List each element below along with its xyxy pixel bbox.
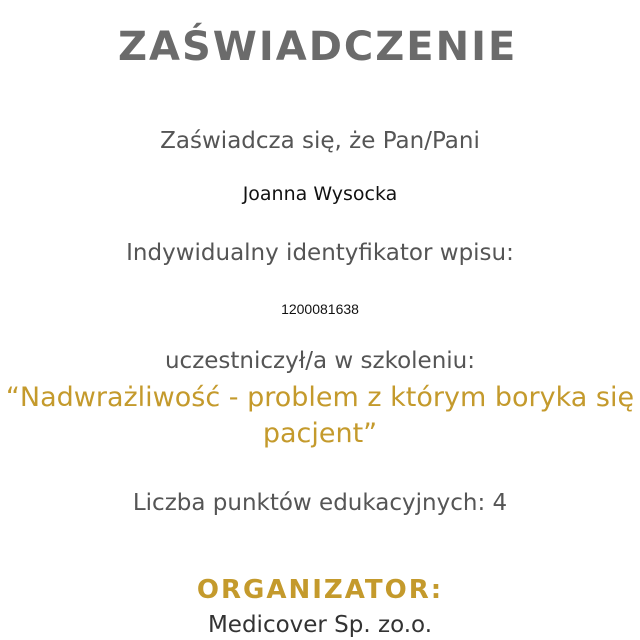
organizer-label: ORGANIZATOR:: [196, 575, 444, 605]
certificate-subtitle: Zaświadcza się, że Pan/Pani: [160, 128, 480, 154]
course-title: “Nadwrażliwość - problem z którym boryka się pacjent”: [5, 382, 635, 449]
id-label: Indywidualny identyfikator wpisu:: [126, 240, 514, 266]
id-number: 1200081638: [281, 301, 359, 317]
organizer-name: Medicover Sp. zo.o.: [207, 612, 433, 638]
participant-name: Joanna Wysocka: [242, 183, 398, 205]
certificate-title: ZAŚWIADCZENIE: [118, 24, 518, 70]
education-points: Liczba punktów edukacyjnych: 4: [132, 490, 508, 516]
participation-text: uczestniczył/a w szkoleniu:: [164, 348, 476, 374]
